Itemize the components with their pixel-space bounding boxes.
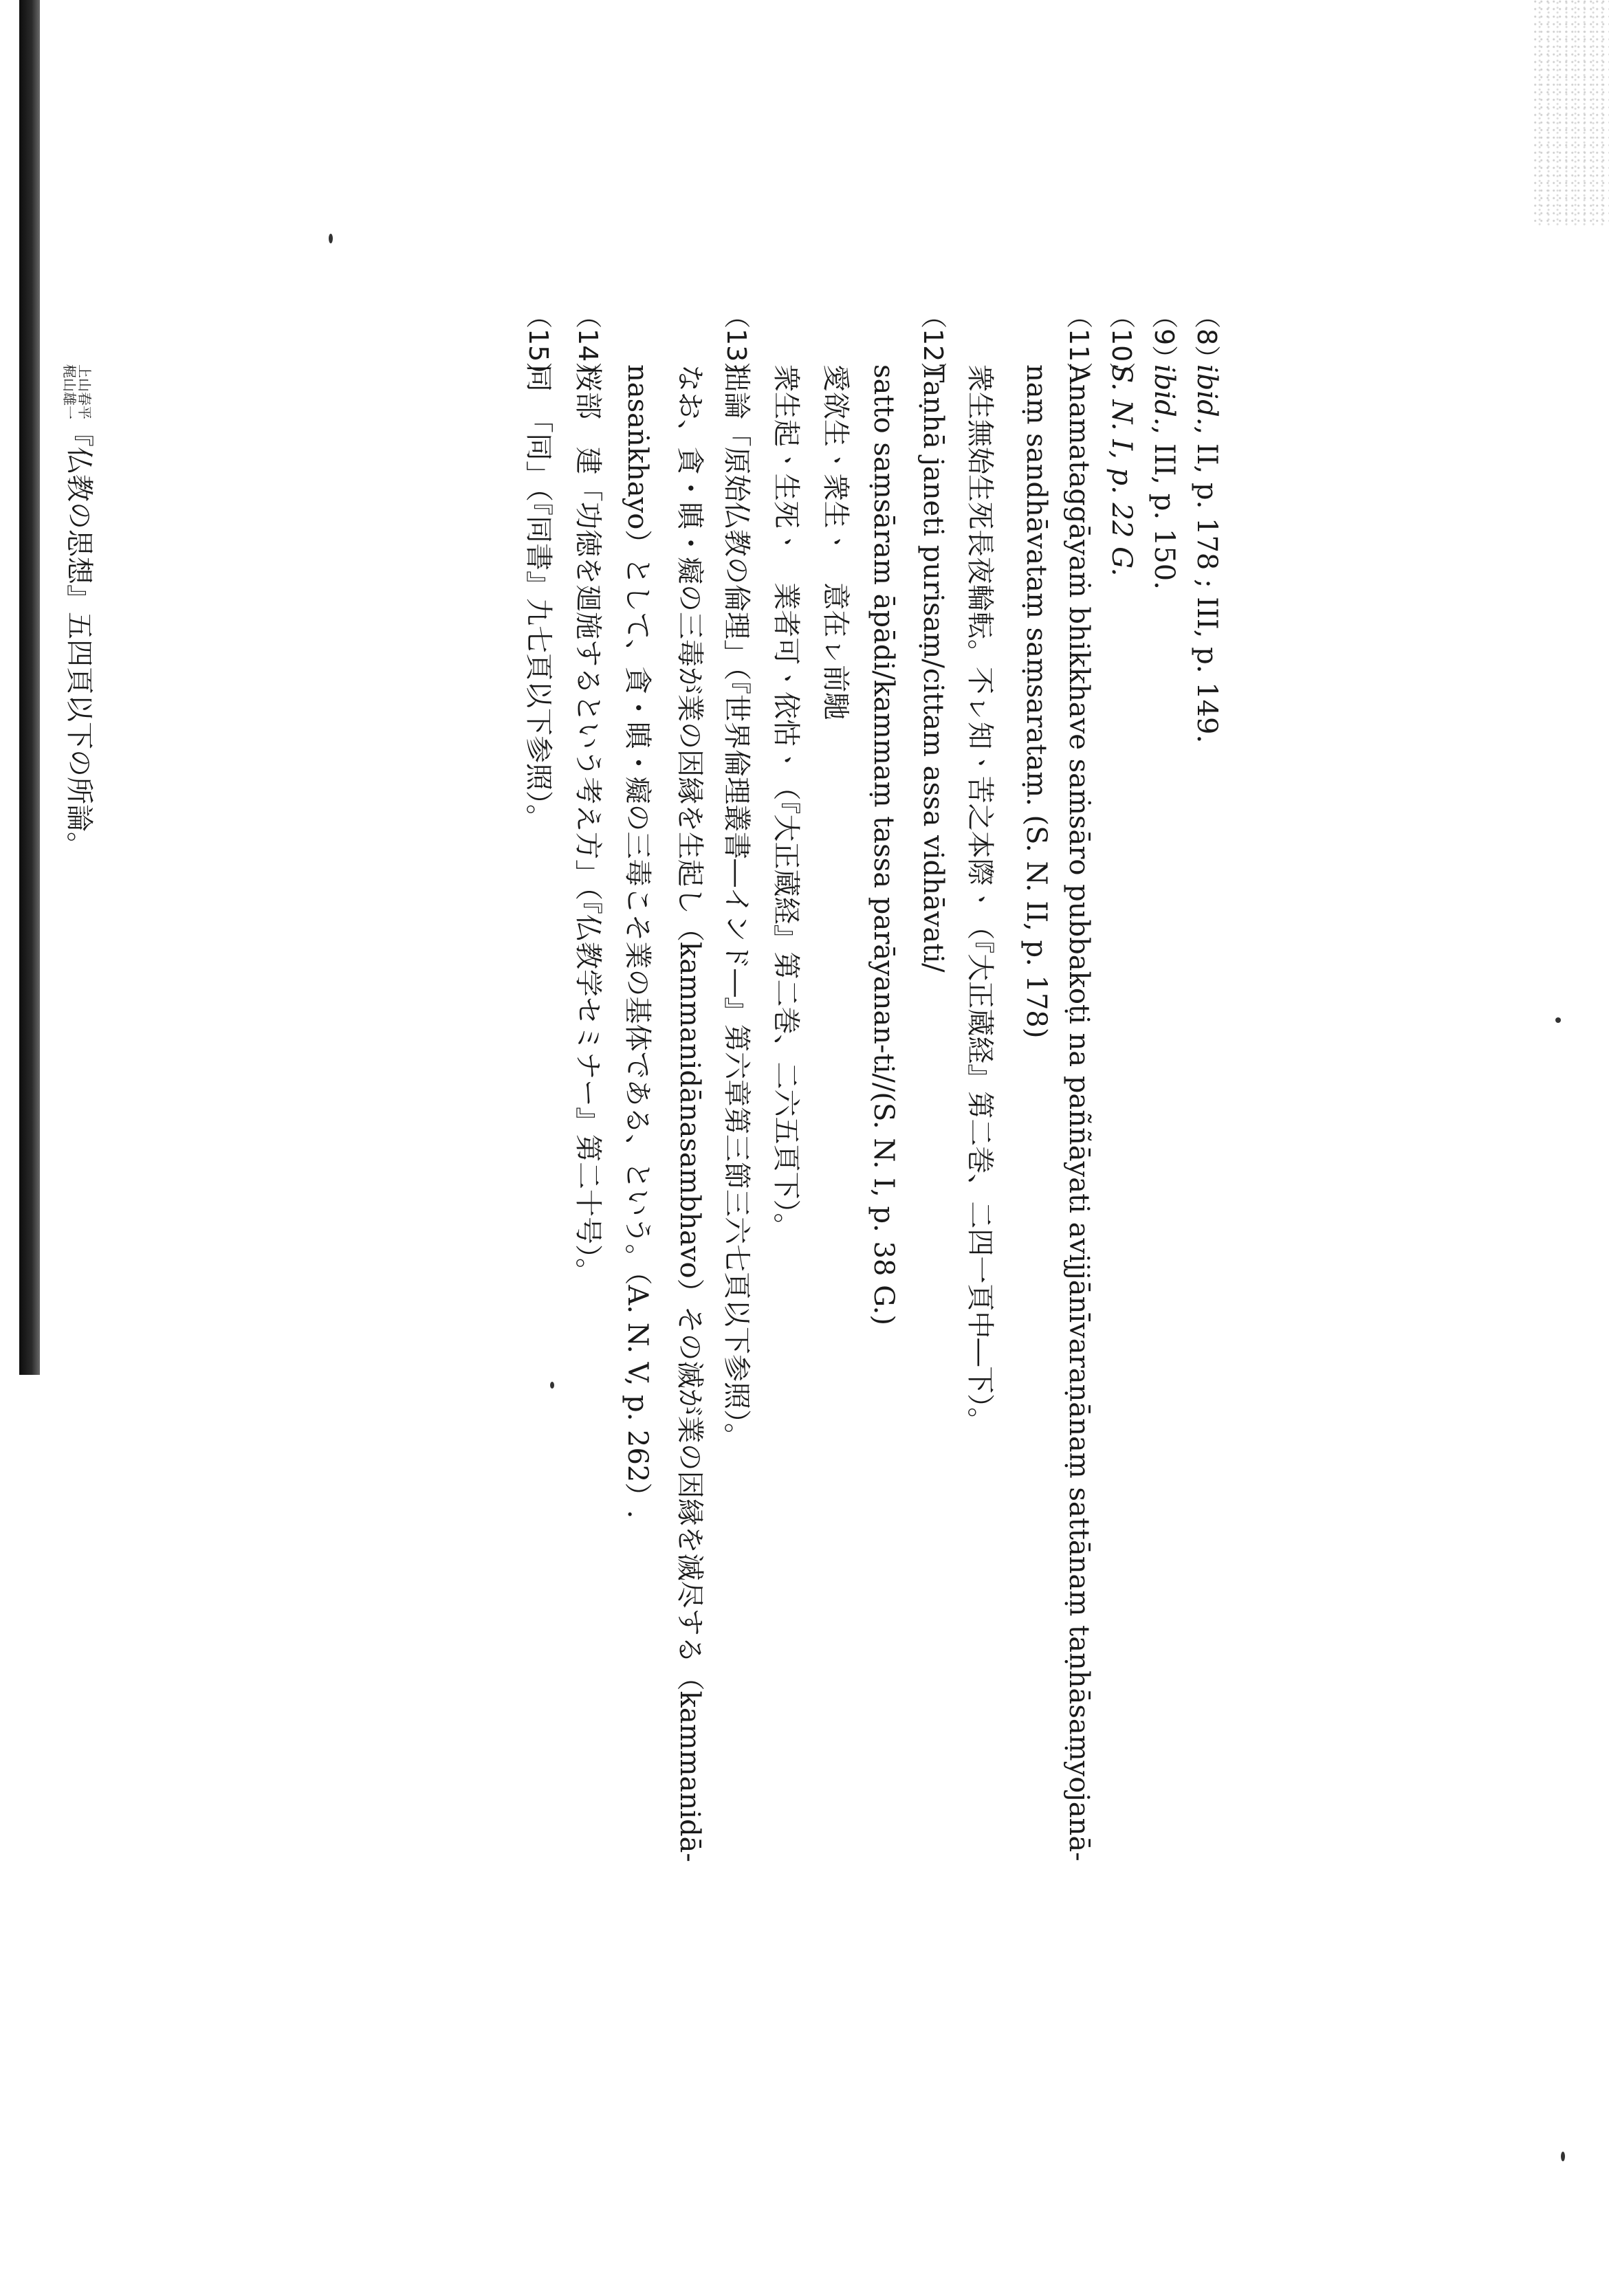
note-number: （11） (1064, 302, 1094, 388)
note-line (1019, 302, 1053, 1038)
note-number: （13） (721, 302, 752, 388)
speck (1561, 2152, 1565, 2161)
note-line (963, 302, 997, 1435)
note-line (719, 302, 754, 1450)
note-text: 衆生無始生死長夜輪転。不ㇾ知ㆍ苦之本際ㆍ（『大正蔵経』第二巻、二四一頁中―下）。 (964, 364, 996, 1435)
note-number: （10） (1106, 302, 1137, 388)
note-line (521, 302, 556, 832)
rotated-page-content (61, 302, 1224, 2296)
note-text: satto saṃsāram āpādi/kammaṃ tassa parāyanan-ti//(S. N. I, p. 38 G.) (868, 364, 899, 1325)
note-16-text: 『仏教の思想』五四頁以下の所論。 (63, 419, 95, 859)
author-ruby-top: 上山春平 (76, 364, 93, 419)
note-line (916, 302, 950, 973)
note-number: （14） (573, 302, 603, 388)
note-line (672, 302, 707, 1862)
speck (329, 234, 333, 243)
note-text: 拙論「原始仏教の倫理」（『世界倫理叢書―インド―』第六章第三節三六七頁以下参照）。 (721, 364, 752, 1450)
note-line (1190, 302, 1224, 743)
note-number: （8） (1192, 302, 1222, 372)
note-16 (62, 302, 96, 859)
note-line (1147, 302, 1181, 590)
note-text: なお、貪・瞋・癡の三毒が業の因縁を生起し（kammanidānasambhavo）その滅が業の因縁を滅尽する（kammanidā- (674, 364, 705, 1862)
note-line (571, 302, 605, 1285)
scan-noise (1533, 0, 1609, 227)
note-text: 衆生起ㆍ生死ㆍ 業者可ㆍ依怙ㆍ（『大正蔵経』第二巻、二六五頁下）。 (770, 364, 802, 1241)
note-text: Taṇhā janeti purisaṃ/cittam assa vidhāvati/ (917, 364, 949, 973)
author-ruby (62, 364, 92, 419)
note-text: ibid. (1191, 364, 1223, 426)
note-line (620, 302, 655, 1519)
author-ruby-bottom: 梶山雄一 (61, 364, 78, 419)
note-text: 桜部 建「功徳を廻施するという考え方」（『仏教学セミナー』第二十号）。 (572, 364, 604, 1285)
note-text: naṃ sandhāvataṃ saṃsarataṃ. (S. N. II, p. 178) (1020, 364, 1052, 1039)
note-text: Anamataggāyaṁ bhikkhave saṁsāro pubbakoṭi na paññāyati avijjānīvaraṇānaṃ sattānaṃ taṇhāsaṃyojanā- (1063, 364, 1095, 1862)
note-line (769, 302, 803, 1241)
note-line (1062, 302, 1096, 1862)
note-text: , II, p. 178 ; III, p. 149. (1191, 426, 1223, 744)
note-number: （12） (918, 302, 948, 388)
note-number: （15） (523, 302, 554, 388)
note-text: S. N. I, p. 22 G. (1106, 364, 1137, 577)
speck (1555, 1017, 1561, 1023)
note-text: ibid. (1148, 364, 1180, 426)
scan-edge-shadow (19, 0, 40, 1375)
note-line (818, 302, 853, 720)
note-text: 愛欲生ㆍ衆生ㆍ 意在ㇾ前馳 (820, 364, 851, 720)
note-line (1104, 302, 1139, 576)
note-text: , III, p. 150. (1148, 426, 1180, 590)
note-line (866, 302, 901, 1325)
note-text: 同 「同」（『同書』九七頁以下参照）。 (523, 364, 554, 832)
note-number: （9） (1149, 302, 1179, 372)
note-text: nasaṅkhayo）として、貪・瞋・癡の三毒こそ業の基体である、という。（A. N. V, p. 262）. (622, 364, 653, 1519)
